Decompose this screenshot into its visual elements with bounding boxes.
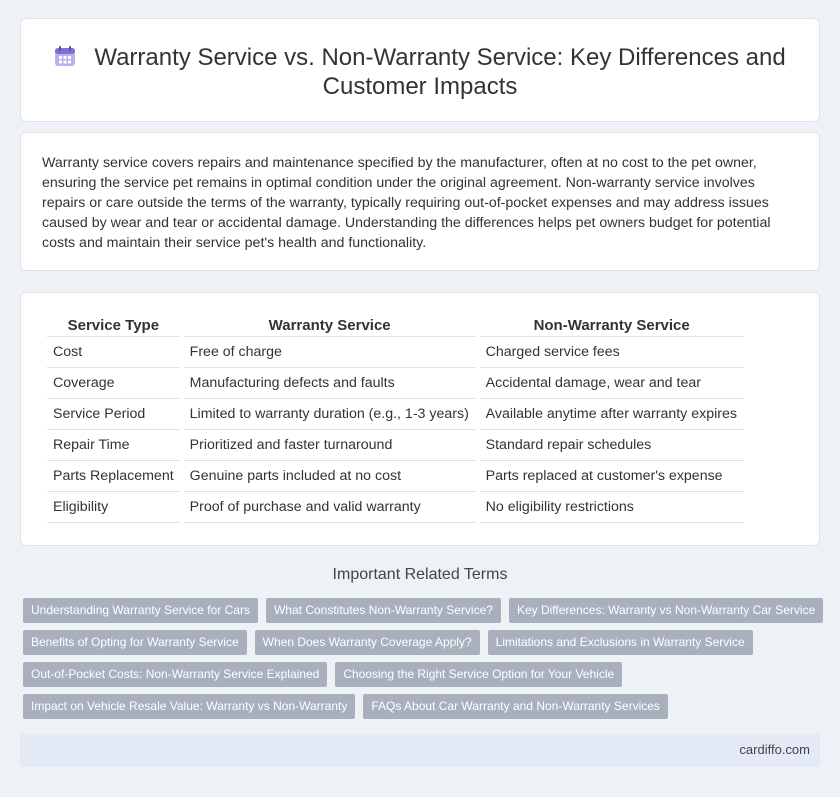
tag-row xyxy=(23,598,823,630)
comparison-table-card xyxy=(20,292,820,546)
row-label: Parts Replacement xyxy=(47,461,180,492)
page-title-text: Warranty Service vs. Non-Warranty Service: Key Differences and Customer Impacts xyxy=(94,44,786,100)
tag-row xyxy=(23,662,823,694)
row-label: Cost xyxy=(47,337,180,368)
non-warranty-cell: Charged service fees xyxy=(480,337,744,368)
non-warranty-cell: Standard repair schedules xyxy=(480,430,744,461)
row-label: Eligibility xyxy=(47,492,180,523)
header-card xyxy=(20,18,820,122)
warranty-cell: Free of charge xyxy=(184,337,476,368)
non-warranty-cell: Available anytime after warranty expires xyxy=(480,399,744,430)
site-name[interactable]: cardiffo.com xyxy=(739,742,810,757)
table-row xyxy=(47,337,744,368)
table-row xyxy=(47,399,744,430)
table-row xyxy=(47,430,744,461)
warranty-cell: Manufacturing defects and faults xyxy=(184,368,476,399)
tag-row xyxy=(23,630,823,662)
related-term-tag[interactable]: What Constitutes Non-Warranty Service? xyxy=(266,598,501,623)
related-term-tag[interactable]: When Does Warranty Coverage Apply? xyxy=(255,630,480,655)
non-warranty-cell: Parts replaced at customer's expense xyxy=(480,461,744,492)
table-row xyxy=(47,368,744,399)
row-label: Service Period xyxy=(47,399,180,430)
column-header-service-type: Service Type xyxy=(47,315,180,337)
row-label: Repair Time xyxy=(47,430,180,461)
table-row xyxy=(47,492,744,523)
related-terms-list xyxy=(23,598,823,726)
column-header-non-warranty: Non-Warranty Service xyxy=(480,315,744,337)
warranty-cell: Proof of purchase and valid warranty xyxy=(184,492,476,523)
tag-row xyxy=(23,694,823,726)
intro-card xyxy=(20,132,820,271)
non-warranty-cell: Accidental damage, wear and tear xyxy=(480,368,744,399)
non-warranty-cell: No eligibility restrictions xyxy=(480,492,744,523)
calendar-icon xyxy=(54,45,76,67)
column-header-warranty: Warranty Service xyxy=(184,315,476,337)
related-term-tag[interactable]: Limitations and Exclusions in Warranty Service xyxy=(488,630,753,655)
table-row xyxy=(47,461,744,492)
warranty-cell: Limited to warranty duration (e.g., 1-3 years) xyxy=(184,399,476,430)
related-term-tag[interactable]: Choosing the Right Service Option for Your Vehicle xyxy=(335,662,622,687)
intro-paragraph: Warranty service covers repairs and maintenance specified by the manufacturer, often at no cost to the pet owner, ensuring the service pet remains in optimal condition under the original agreement. Non-warranty service involves repairs or care outside the terms of the warranty, typically requiring out-of-pocket expenses and may address issues caused by wear and tear or accidental damage. Understanding the differences helps pet owners budget for potential costs and maintain their service pet's health and functionality. xyxy=(42,155,771,251)
related-term-tag[interactable]: Impact on Vehicle Resale Value: Warranty vs Non-Warranty xyxy=(23,694,355,719)
related-term-tag[interactable]: Benefits of Opting for Warranty Service xyxy=(23,630,247,655)
related-term-tag[interactable]: Out-of-Pocket Costs: Non-Warranty Service Explained xyxy=(23,662,327,687)
warranty-cell: Prioritized and faster turnaround xyxy=(184,430,476,461)
related-term-tag[interactable]: Key Differences: Warranty vs Non-Warranty Car Service xyxy=(509,598,823,623)
warranty-cell: Genuine parts included at no cost xyxy=(184,461,476,492)
comparison-table xyxy=(43,315,748,523)
related-terms-title: Important Related Terms xyxy=(332,566,508,583)
row-label: Coverage xyxy=(47,368,180,399)
table-header-row xyxy=(47,315,744,337)
related-term-tag[interactable]: Understanding Warranty Service for Cars xyxy=(23,598,258,623)
footer-bar xyxy=(20,734,820,767)
page-title xyxy=(21,43,819,101)
related-term-tag[interactable]: FAQs About Car Warranty and Non-Warranty Services xyxy=(363,694,668,719)
